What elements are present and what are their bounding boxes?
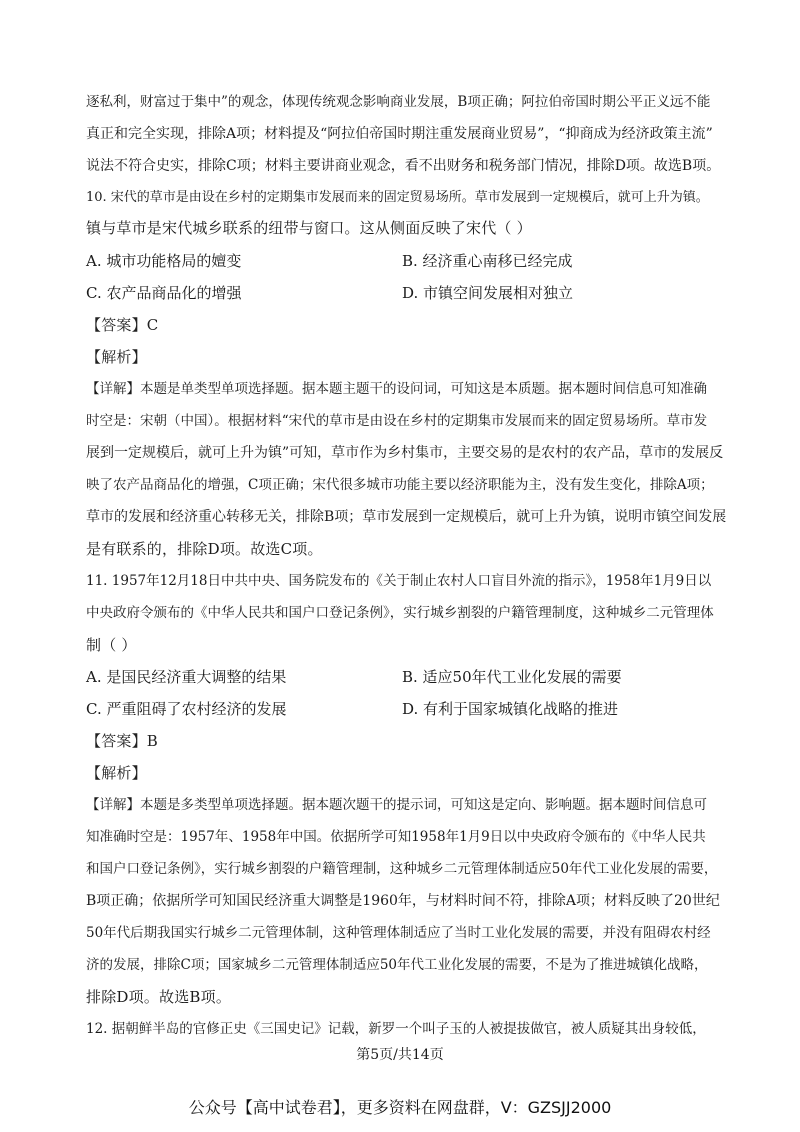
q10-option-a: A. 城市功能格局的嬗变 [86, 252, 242, 270]
question-10-stem: 10. 宋代的草市是由设在乡村的定期集市发展而来的固定贸易场所。草市发展到一定规模后，就可上升为镇。 [86, 190, 709, 205]
q10-answer: 【答案】C [86, 316, 159, 334]
q10-option-b: B. 经济重心南移已经完成 [402, 252, 573, 270]
q11-option-c: C. 严重阻碍了农村经济的发展 [86, 700, 287, 718]
q10-detail-line: 【详解】本题是单类型单项选择题。据本题主题干的设问词，可知这是本质题。据本题时间信息可知准确 [86, 381, 707, 397]
page-number: 第5页/共14页 [356, 1047, 444, 1063]
q10-detail-line: 时空是：宋朝（中国）。根据材料“宋代的草市是由设在乡村的定期集市发展而来的固定贸易场所。草市发 [86, 413, 708, 429]
q11-detail-line: B项正确；依据所学可知国民经济重大调整是1960年，与材料时间不符，排除A项；材料反映了20世纪 [86, 893, 720, 909]
question-11-stem: 中央政府令颁布的《中华人民共和国户口登记条例》，实行城乡割裂的户籍管理制度，这种城乡二元管理体 [86, 605, 714, 621]
text-line: 真正和完全实现，排除A项；材料提及“阿拉伯帝国时期注重发展商业贸易”，“抑商成为经济政策主流” [86, 126, 713, 142]
question-10-stem: 镇与草市是宋代城乡联系的纽带与窗口。这从侧面反映了宋代（ ） [86, 219, 532, 237]
q10-detail-line: 映了农产品商品化的增强，C项正确；宋代很多城市功能主要以经济职能为主，没有发生变化，排除A项； [86, 477, 714, 493]
text-line: 逐私利，财富过于集中”的观念，体现传统观念影响商业发展，B项正确；阿拉伯帝国时期公平正义远不能 [86, 94, 711, 110]
q11-detail-line: 和国户口登记条例》，实行城乡割裂的户籍管理制，这种城乡二元管理体制适应50年代工业化发展的需要， [86, 861, 718, 877]
q11-detail-line: 排除D项。故选B项。 [86, 988, 232, 1006]
question-11-stem: 11. 1957年12月18日中共中央、国务院发布的《关于制止农村人口盲目外流的指示》，1958年1月9日以 [86, 573, 712, 589]
q11-detail-line: 知准确时空是：1957年、1958年中国。依据所学可知1958年1月9日以中央政府令颁布的《中华人民共 [86, 829, 706, 845]
q10-analysis-tag: 【解析】 [86, 348, 147, 366]
q11-option-d: D. 有利于国家城镇化战略的推进 [402, 700, 619, 718]
q10-detail-line: 展到一定规模后，就可上升为镇”可知，草市作为乡村集市，主要交易的是农村的农产品，草市的发展反 [86, 445, 724, 461]
q10-option-c: C. 农产品商品化的增强 [86, 284, 242, 302]
text-line: 说法不符合史实，排除C项；材料主要讲商业观念，看不出财务和税务部门情况，排除D项。故选B项。 [86, 158, 721, 174]
q10-option-d: D. 市镇空间发展相对独立 [402, 284, 574, 302]
q11-answer: 【答案】B [86, 732, 159, 750]
question-11-stem: 制（ ） [86, 636, 137, 654]
question-12-stem: 12. 据朝鲜半岛的官修正史《三国史记》记载，新罗一个叫子玉的人被提拔做官，被人质疑其出身较低， [86, 1021, 706, 1037]
q11-detail-line: 【详解】本题是多类型单项选择题。据本题次题干的提示词，可知这是定向、影响题。据本题时间信息可 [86, 797, 707, 813]
q10-detail-line: 是有联系的，排除D项。故选C项。 [86, 540, 323, 558]
footer-notice: 公众号【高中试卷君】，更多资料在网盘群，V：GZSJJ2000 [188, 1098, 612, 1117]
q11-detail-line: 50年代后期我国实行城乡二元管理体制，这种管理体制适应了当时工业化发展的需要，并没有阻碍农村经 [86, 925, 711, 941]
q11-detail-line: 济的发展，排除C项；国家城乡二元管理体制适应50年代工业化发展的需要，不是为了推进城镇化战略， [86, 957, 708, 973]
q11-analysis-tag: 【解析】 [86, 764, 147, 782]
q11-option-b: B. 适应50年代工业化发展的需要 [402, 668, 622, 686]
q10-detail-line: 草市的发展和经济重心转移无关，排除B项；草市发展到一定规模后，就可上升为镇，说明市镇空间发展 [86, 509, 727, 525]
q11-option-a: A. 是国民经济重大调整的结果 [86, 668, 287, 686]
